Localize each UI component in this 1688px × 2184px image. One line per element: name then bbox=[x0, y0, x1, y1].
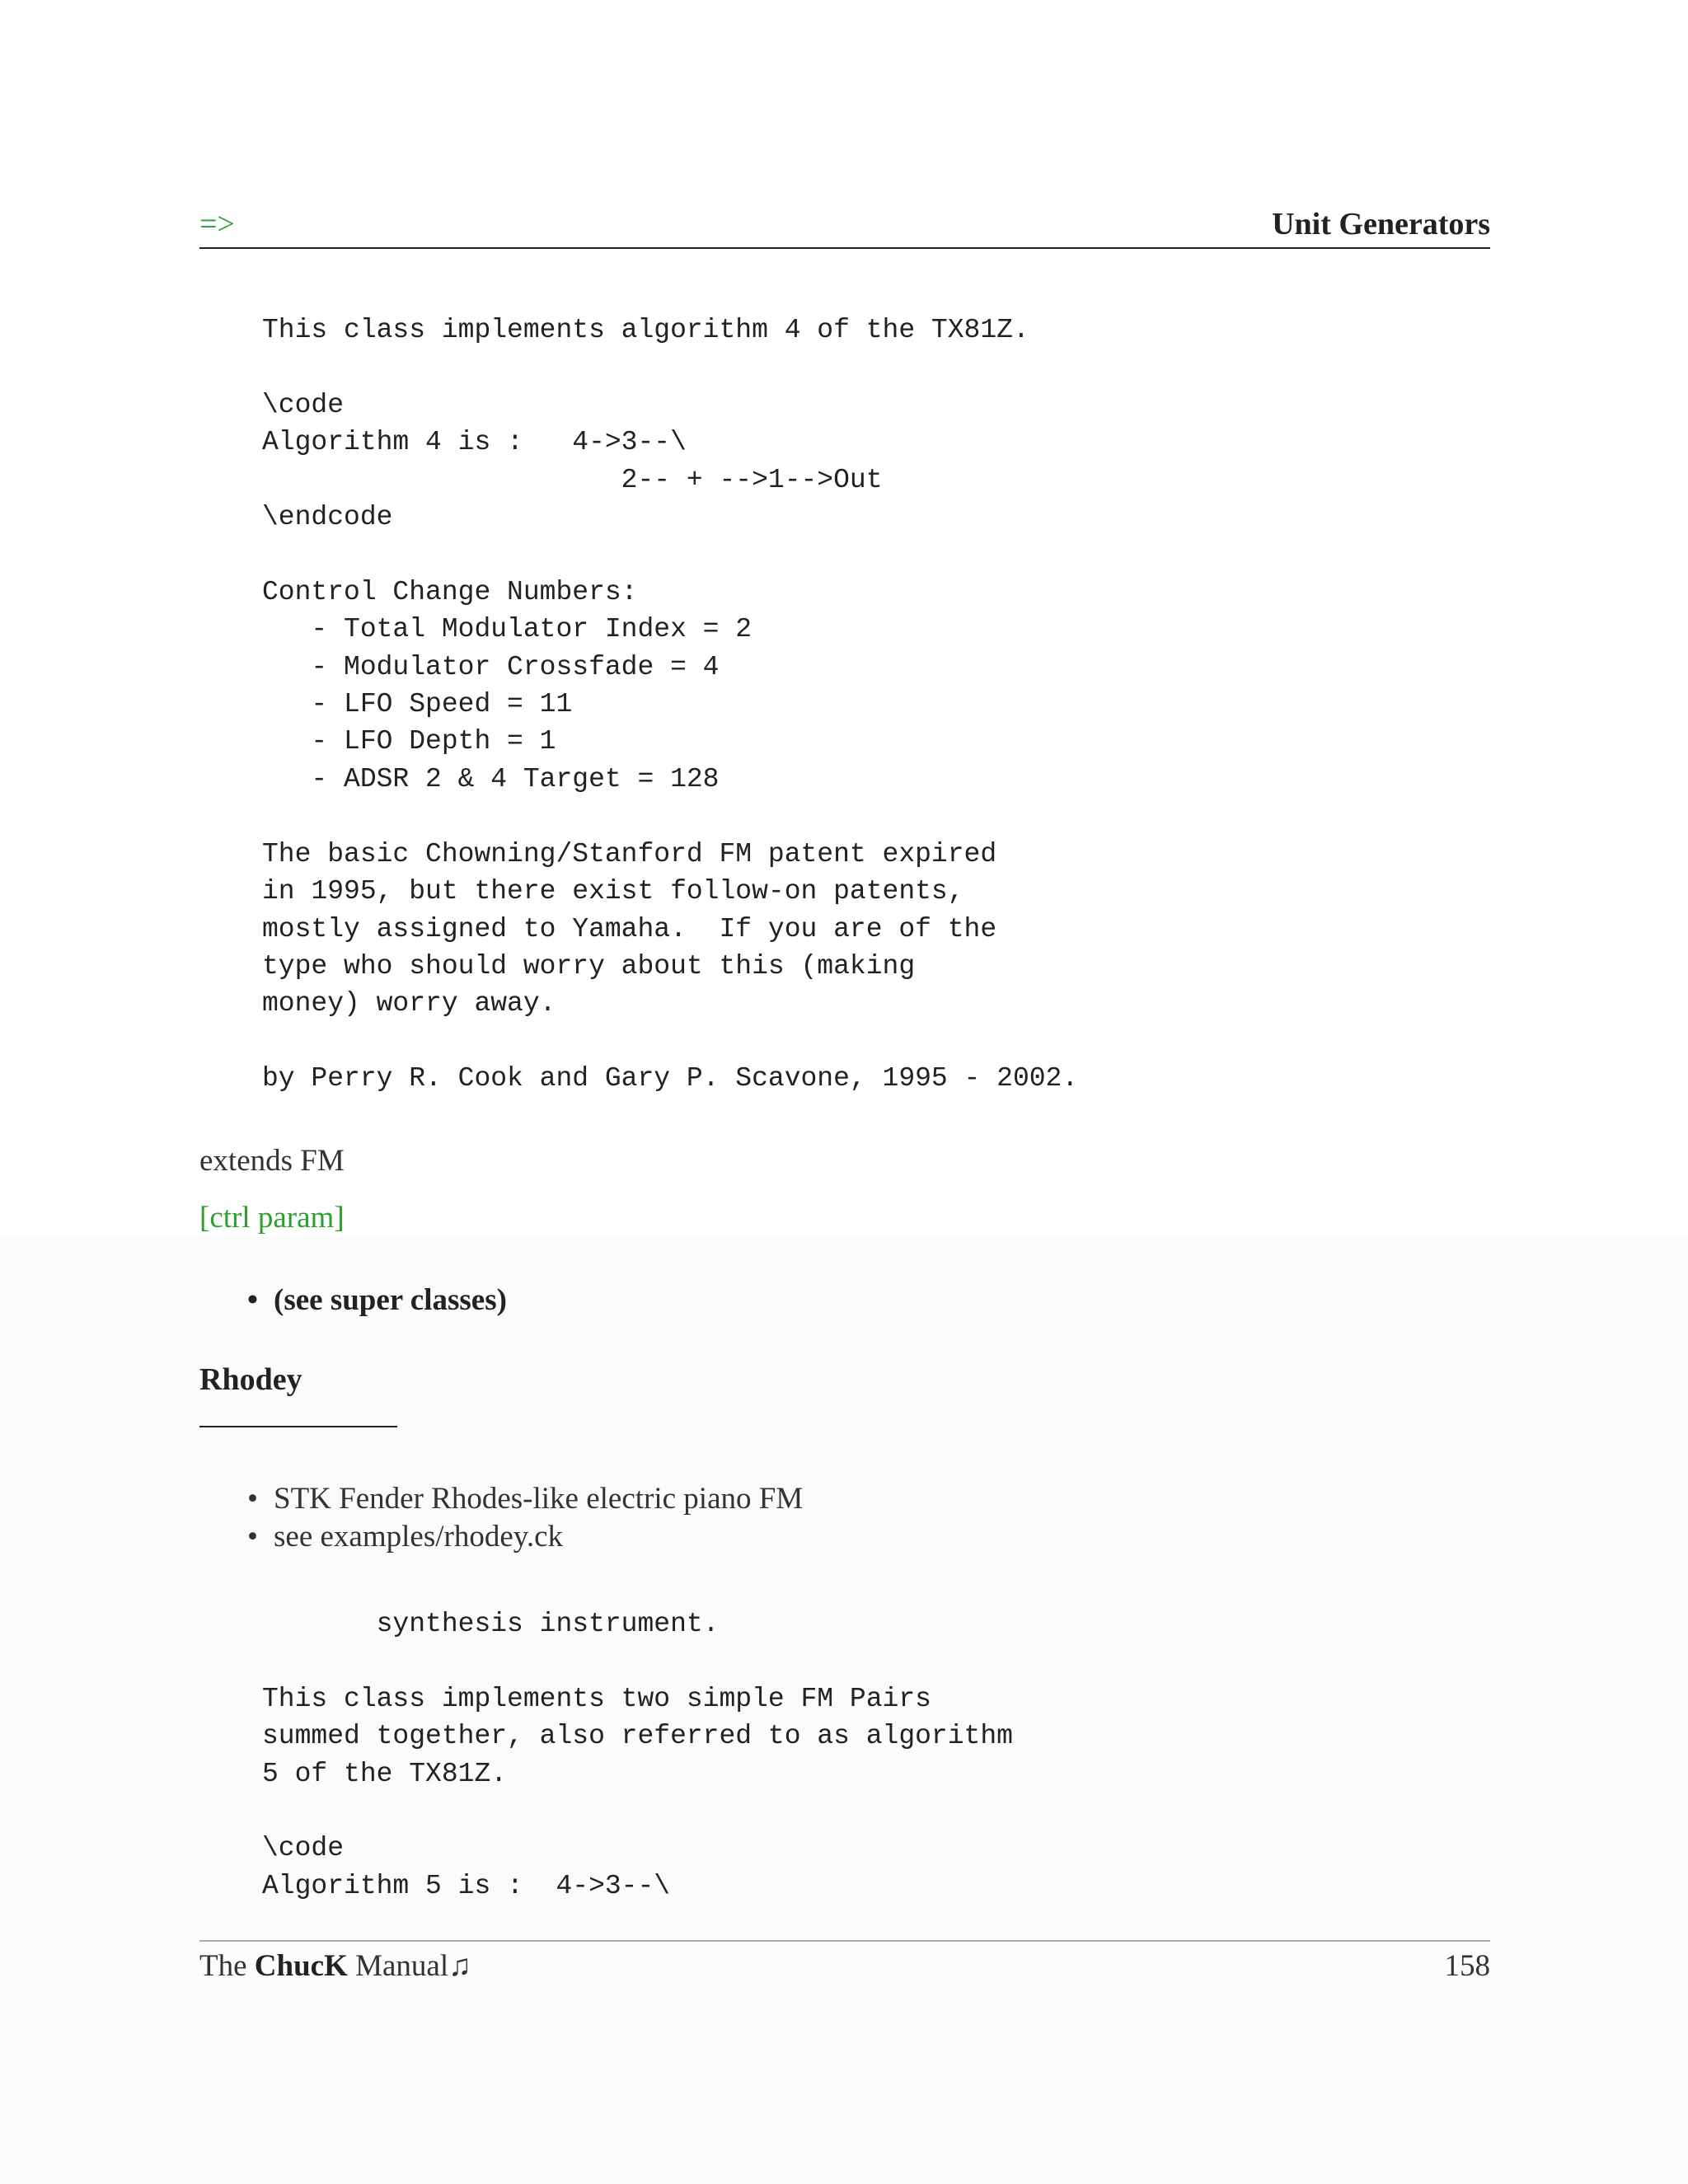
bullet-icon: • bbox=[247, 1283, 258, 1317]
rhodey-bullet-list bbox=[247, 1480, 803, 1555]
bullet-icon: • bbox=[247, 1519, 258, 1554]
list-item-text: see examples/rhodey.ck bbox=[274, 1519, 564, 1554]
ctrl-param-link[interactable]: [ctrl param] bbox=[199, 1201, 345, 1235]
footer-prefix: The bbox=[199, 1949, 255, 1983]
ctrl-param-list bbox=[247, 1282, 507, 1319]
footer-brand: ChucK bbox=[254, 1949, 348, 1983]
list-item bbox=[247, 1518, 803, 1556]
footer-manual-title bbox=[199, 1948, 471, 1984]
list-item-text: (see super classes) bbox=[274, 1283, 507, 1317]
list-item bbox=[247, 1282, 507, 1319]
page-header bbox=[199, 206, 1490, 249]
heading-divider bbox=[199, 1426, 397, 1427]
list-item bbox=[247, 1480, 803, 1518]
bullet-icon: • bbox=[247, 1482, 258, 1516]
footer-suffix: Manual♫ bbox=[347, 1949, 471, 1983]
list-item-text: STK Fender Rhodes-like electric piano FM bbox=[274, 1482, 804, 1516]
section-title: Unit Generators bbox=[1272, 207, 1490, 241]
algorithm-4-code-block: This class implements algorithm 4 of the TX81Z. \code Algorithm 4 is : 4->3--\ 2-- + -->1-->Out \endcode Control Change Numbers: - Total Modulator Index = 2 - Modulator Crossfade = 4 - LFO Speed = 11 - LFO Depth = 1 - ADSR 2 & 4 Target = 128 The basic Chowning/Stanford FM patent expired in 1995, but there exist follow-on patents, mostly assigned to Yamaha. If you are of the type who should worry about this (making money) worry away. by Perry R. Cook and Gary P. Scavone, 1995 - 2002. bbox=[262, 315, 1079, 1094]
footer-divider bbox=[199, 1940, 1490, 1942]
extends-label: extends FM bbox=[199, 1144, 345, 1178]
class-heading-rhodey: Rhodey bbox=[199, 1362, 302, 1397]
nav-arrow-link[interactable]: => bbox=[199, 207, 235, 241]
page-number: 158 bbox=[1444, 1949, 1490, 1983]
rhodey-code-block: synthesis instrument. This class implements two simple FM Pairs summed together, also referred to as algorithm 5 of the TX81Z. \code Algorithm 5 is : 4->3--\ bbox=[262, 1609, 1013, 1901]
